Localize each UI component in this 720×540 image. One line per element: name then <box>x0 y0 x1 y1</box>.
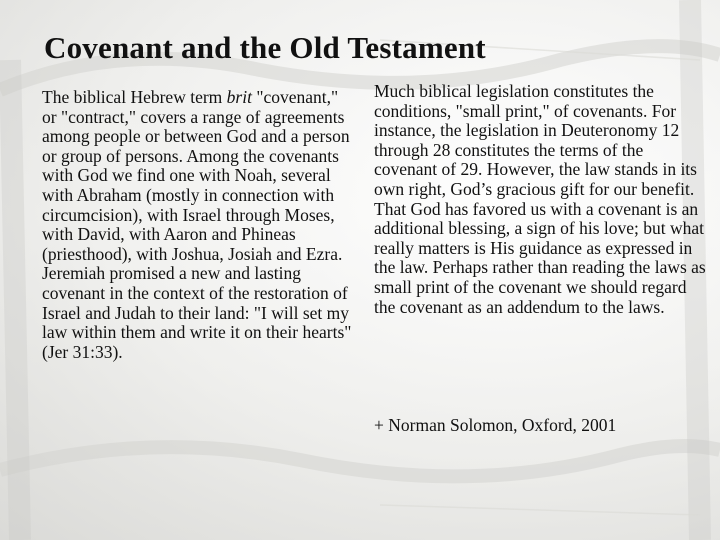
left-paragraph <box>42 88 354 362</box>
left-column-text <box>42 88 354 362</box>
attribution: + Norman Solomon, Oxford, 2001 <box>374 415 617 435</box>
right-column-text <box>374 82 709 317</box>
hebrew-term: brit <box>226 87 252 107</box>
slide-title: Covenant and the Old Testament <box>44 30 486 65</box>
left-text-start: The biblical Hebrew term <box>42 87 227 107</box>
right-paragraph: Much biblical legislation constitutes the conditions, "small print," of covenants. For instance, the legislation in Deuteronomy 12 through 28 constitutes the terms of the covenant of 29. However, the law stands in its own right, God’s gracious gift for our benefit. That God has favored us with a covenant is an additional blessing, a sign of his love; but what really matters is His guidance as expressed in the law. Perhaps rather than reading the laws as small print of the covenant we should regard the covenant as an addendum to the laws. <box>374 81 706 317</box>
left-text-rest: "covenant," or "contract," covers a range of agreements among people or between God and a person or group of persons. Among the covenants with God we find one with Noah, several with Abraham (mostly in connection with circumcision), with Israel through Moses, with David, with Aaron and Phineas (priesthood), with Joshua, Josiah and Ezra. Jeremiah promised a new and lasting covenant in the context of the restoration of Israel and Judah to their land: "I will set my law within them and write it on their hearts" (Jer 31:33). <box>42 87 352 362</box>
